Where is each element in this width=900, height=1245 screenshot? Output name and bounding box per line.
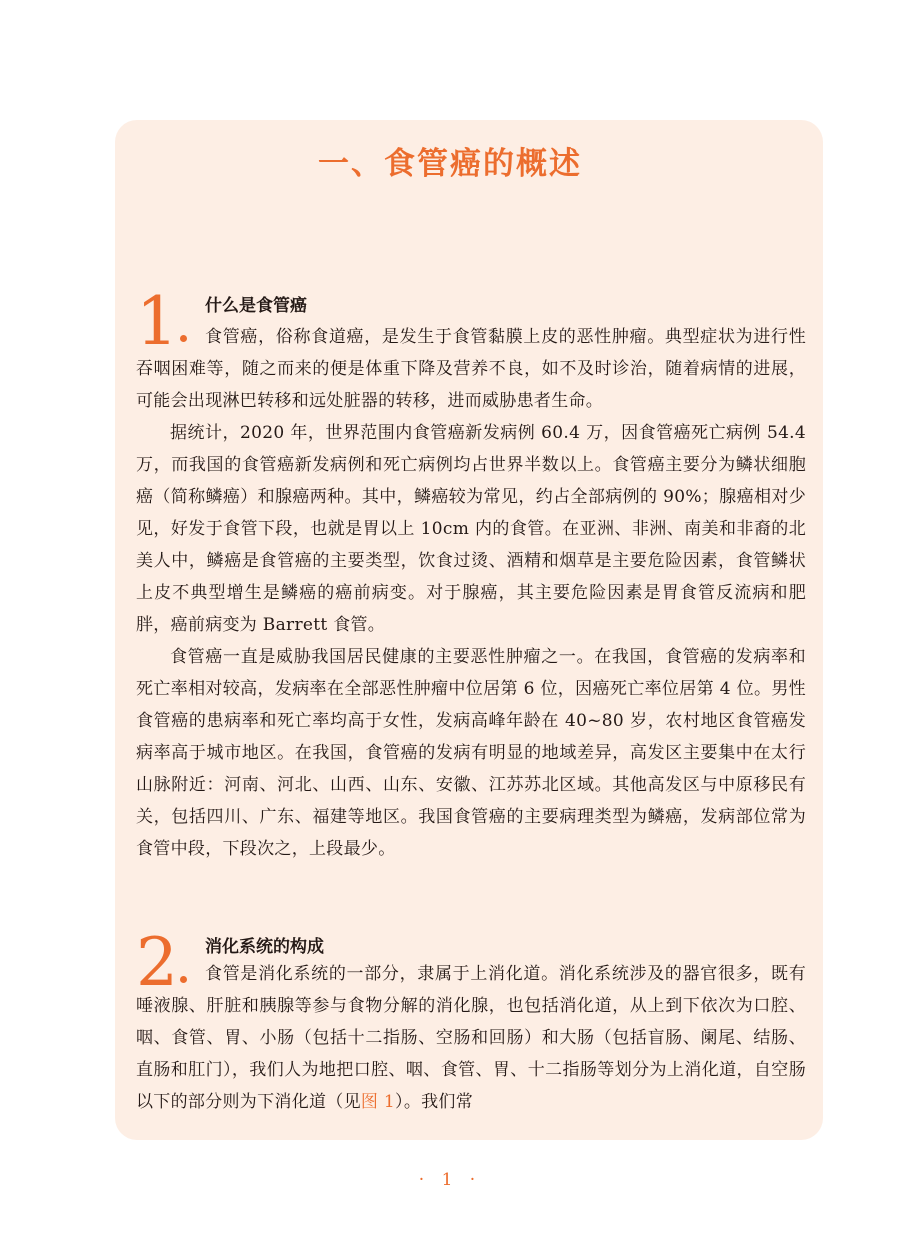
paragraph-text: ）。我们常: [395, 1092, 474, 1112]
paragraph: 食管癌一直是威胁我国居民健康的主要恶性肿瘤之一。在我国，食管癌的发病率和死亡率相对较高，发病率在全部恶性肿瘤中位居第 6 位，因癌死亡率位居第 4 位。男性食管癌的患病率和死亡率均高于女性，发病高峰年龄在 40~80 岁，农村地区食管癌发病率高于城市地区。在我国，食管癌的发病有明显的地域差异，高发区主要集中在太行山脉附近：河南、河北、山西、山东、安徽、江苏苏北区域。其他高发区与中原移民有关，包括四川、广东、福建等地区。我国食管癌的主要病理类型为鳞癌，发病部位常为食管中段，下段次之，上段最少。: [136, 647, 806, 859]
paragraph: [136, 958, 806, 1118]
paragraph: 据统计，2020 年，世界范围内食管癌新发病例 60.4 万，因食管癌死亡病例 54.4 万，而我国的食管癌新发病例和死亡病例均占世界半数以上。食管癌主要分为鳞状细胞癌（简称鳞癌）和腺癌两种。其中，鳞癌较为常见，约占全部病例的 90%；腺癌相对少见，好发于食管下段，也就是胃以上 10cm 内的食管。在亚洲、非洲、南美和非裔的北美人中，鳞癌是食管癌的主要类型，饮食过烫、酒精和烟草是主要危险因素，食管鳞状上皮不典型增生是鳞癌的癌前病变。对于腺癌，其主要危险因素是胃食管反流病和肥胖，癌前病变为 Barrett 食管。: [136, 423, 806, 635]
section-number: 2: [136, 924, 178, 1001]
section-title: 消化系统的构成: [205, 937, 324, 957]
chapter-title: 一、食管癌的概述: [318, 146, 582, 182]
paragraph: 食管癌，俗称食道癌，是发生于食管黏膜上皮的恶性肿瘤。典型症状为进行性吞咽困难等，随之而来的便是体重下降及营养不良，如不及时诊治，随着病情的进展，可能会出现淋巴转移和远处脏器的转移，进而威胁患者生命。: [136, 327, 806, 411]
paragraph-text: 食管是消化系统的一部分，隶属于上消化道。消化系统涉及的器官很多，既有唾液腺、肝脏和胰腺等参与食物分解的消化腺，也包括消化道，从上到下依次为口腔、咽、食管、胃、小肠（包括十二指肠、空肠和回肠）和大肠（包括盲肠、阑尾、结肠、直肠和肛门），我们人为地把口腔、咽、食管、胃、十二指肠等划分为上消化道，自空肠以下的部分则为下消化道（见: [136, 964, 806, 1112]
section-number: 1: [136, 283, 178, 360]
section-1: [136, 283, 806, 859]
page-number: · 1 ·: [418, 1170, 482, 1190]
section-2: [136, 924, 806, 1112]
section-title: 什么是食管癌: [205, 296, 307, 316]
figure-reference-link[interactable]: 图 1: [360, 1092, 396, 1112]
